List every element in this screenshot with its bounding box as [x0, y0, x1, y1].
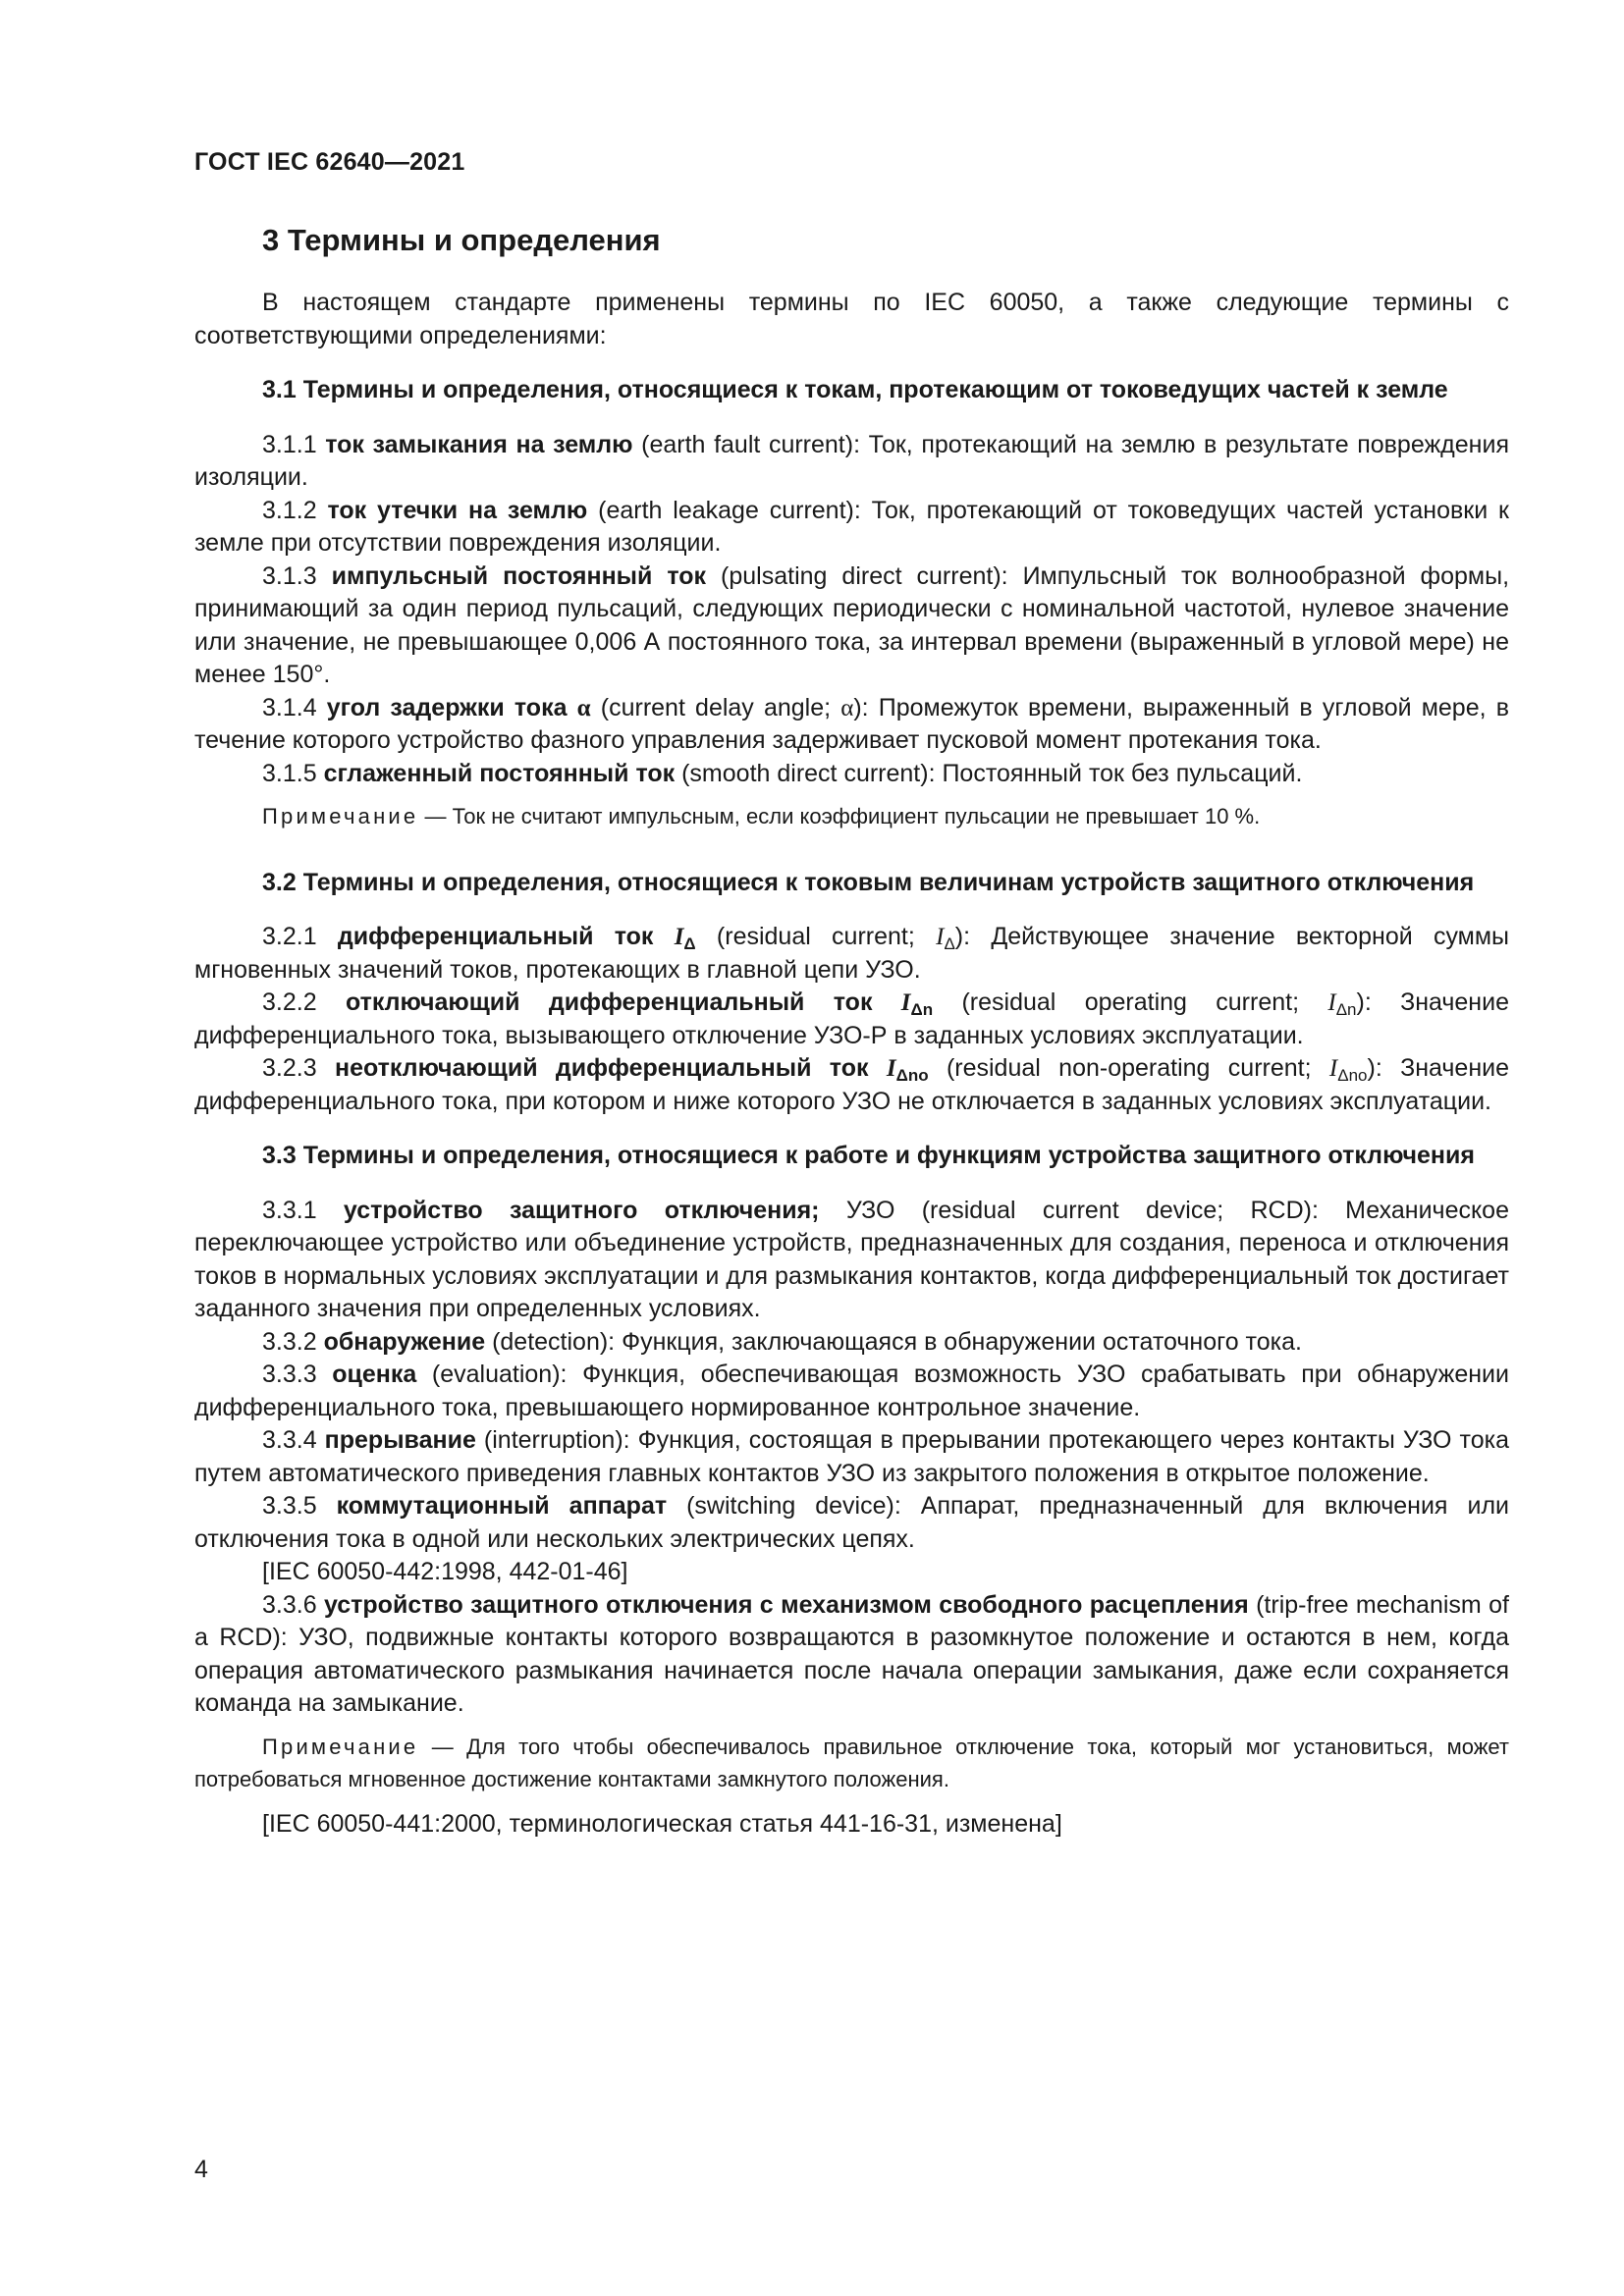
term-name: устройство защитного отключения;: [343, 1196, 820, 1224]
term-name: импульсный постоянный ток: [331, 561, 707, 590]
term-definition: (residual operating current;: [961, 988, 1300, 1016]
term-number: 3.1.2: [262, 496, 317, 524]
term-symbol: I: [674, 924, 684, 950]
term-number: 3.3.2: [262, 1327, 317, 1356]
term-3-1-2: [194, 495, 1509, 561]
term-3-2-1: [194, 921, 1509, 987]
term-3-1-1: [194, 429, 1509, 495]
term-3-3-3: [194, 1359, 1509, 1424]
term-symbol: I: [886, 1055, 896, 1082]
subsection-heading-3-2: 3.2 Термины и определения, относящиеся к токовым величинам устройств защитного отключения: [262, 868, 1475, 896]
term-number: 3.3.4: [262, 1426, 317, 1454]
term-symbol-inline: I: [1328, 1055, 1338, 1082]
term-definition: (earth fault current): Ток, протекающий на землю в результате повреждения изоляции.: [194, 430, 1509, 491]
term-number: 3.1.1: [262, 430, 317, 458]
term-definition: (earth leakage current): Ток, протекающий от токоведущих частей установки к земле при отсутствии повреждения изоляции.: [194, 496, 1509, 557]
note-text: — Ток не считают импульсным, если коэффициент пульсации не превышает 10 %.: [424, 804, 1261, 828]
term-symbol: α: [576, 694, 591, 721]
term-definition-cont: ): Действующее значение векторной суммы мгновенных значений токов, протекающих в главной цепи УЗО.: [194, 923, 1510, 984]
term-3-1-5: [194, 758, 1509, 791]
term-3-3-1: [194, 1195, 1509, 1326]
term-symbol-inline: I: [936, 924, 945, 950]
term-definition: (current delay angle;: [600, 693, 832, 721]
term-number: 3.3.1: [262, 1196, 317, 1224]
term-name: прерывание: [324, 1426, 476, 1454]
term-name: неотключающий дифференциальный ток: [334, 1054, 869, 1082]
term-number: 3.1.3: [262, 561, 317, 590]
subsection-heading-3-1: 3.1 Термины и определения, относящиеся к токам, протекающим от токоведущих частей к земле: [262, 376, 1448, 403]
term-3-1-4: [194, 692, 1509, 758]
term-symbol-inline-subscript: Δn: [1335, 1000, 1357, 1019]
term-name: ток замыкания на землю: [325, 430, 633, 458]
term-3-3-5-reference: [IEC 60050-442:1998, 442-01-46]: [262, 1558, 628, 1585]
term-number: 3.3.5: [262, 1492, 317, 1520]
term-symbol-subscript: Δn: [910, 1000, 934, 1019]
term-symbol-subscript: Δno: [895, 1066, 929, 1085]
term-definition: (evaluation): Функция, обеспечивающая возможность УЗО срабатывать при обнаружении дифференциального тока, превышающего нормированное контрольное значение.: [194, 1361, 1509, 1421]
term-definition: (interruption): Функция, состоящая в прерывании протекающего через контакты УЗО тока путем автоматического приведения главных контактов УЗО из закрытого положения в открытое положение.: [194, 1426, 1509, 1487]
term-number: 3.1.5: [262, 759, 317, 787]
term-symbol-inline-subscript: Δ: [944, 934, 955, 953]
term-name: угол задержки тока: [326, 693, 568, 721]
term-number: 3.2.3: [262, 1054, 317, 1082]
term-definition: УЗО (residual current device; RCD): Механическое переключающее устройство или объединение устройств, предназначенных для создания, переноса и отключения токов в нормальных условиях эксплуатации и для размыкания контактов, когда дифференциальный ток достигает заданного значения при определенных условиях.: [194, 1196, 1509, 1322]
term-3-3-2: [194, 1326, 1509, 1360]
term-3-3-4: [194, 1424, 1509, 1490]
term-definition: (detection): Функция, заключающаяся в обнаружении остаточного тока.: [492, 1327, 1302, 1356]
term-name: устройство защитного отключения с механизмом свободного расцепления: [323, 1590, 1249, 1619]
term-name: сглаженный постоянный ток: [323, 759, 676, 787]
section-intro: В настоящем стандарте применены термины по IEC 60050, а также следующие термины с соответствующими определениями:: [194, 289, 1509, 349]
term-definition: (trip-free mechanism of a RCD): УЗО, подвижные контакты которого возвращаются в разомкнутое положение и остаются в нем, когда операция автоматического размыкания начинается после начала операции замыкания, даже если сохраняется команда на замыкание.: [194, 1590, 1509, 1717]
note-text: — Для того чтобы обеспечивалось правильное отключение тока, который мог установиться, может потребоваться мгновенное достижение контактами замкнутого положения.: [194, 1734, 1509, 1791]
term-definition: (pulsating direct current): Импульсный ток волнообразной формы, принимающий за один период пульсаций, следующих периодически с номинальной частотой, нулевое значение или значение, не превышающее 0,006 А постоянного тока, за интервал времени (выраженный в угловой мере) не менее 150°.: [194, 561, 1510, 688]
term-number: 3.3.6: [262, 1590, 317, 1619]
term-3-3-6: [194, 1589, 1509, 1721]
term-number: 3.1.4: [262, 693, 317, 721]
term-definition: (smooth direct current): Постоянный ток без пульсаций.: [681, 759, 1303, 787]
term-definition: (switching device): Аппарат, предназначенный для включения или отключения тока в одной или нескольких электрических цепях.: [194, 1492, 1509, 1553]
term-symbol-subscript: Δ: [683, 934, 696, 953]
term-number: 3.3.3: [262, 1361, 317, 1388]
note-3-1: [194, 800, 1509, 833]
note-label: Примечание: [262, 804, 419, 828]
note-3-3-6: [194, 1731, 1509, 1796]
term-symbol-inline: I: [1327, 989, 1336, 1016]
term-name: коммутационный аппарат: [336, 1492, 668, 1520]
term-symbol-inline: α: [840, 694, 854, 721]
term-symbol: I: [900, 989, 911, 1016]
subsection-heading-3-3: 3.3 Термины и определения, относящиеся к работе и функциям устройства защитного отключения: [262, 1142, 1475, 1169]
term-definition-cont: ): Промежуток времени, выраженный в угловой мере, в течение которого устройство фазного управления задерживает пусковой момент протекания тока.: [194, 693, 1509, 754]
term-definition-cont: ): Значение дифференциального тока, вызывающего отключение УЗО-Р в заданных условиях эксплуатации.: [194, 988, 1509, 1049]
document-header: ГОСТ IEC 62640—2021: [194, 148, 465, 176]
term-3-3-5: [194, 1490, 1509, 1556]
term-3-2-2: [194, 987, 1509, 1052]
term-symbol-inline-subscript: Δno: [1337, 1066, 1368, 1085]
term-name: ток утечки на землю: [327, 496, 588, 524]
term-name: дифференциальный ток: [337, 923, 654, 950]
term-definition: (residual non-operating current;: [946, 1054, 1312, 1082]
term-number: 3.2.2: [262, 988, 317, 1016]
note-label: Примечание: [262, 1734, 419, 1759]
section-title: 3 Термины и определения: [262, 223, 661, 257]
term-definition: (residual current;: [716, 923, 915, 950]
term-name: отключающий дифференциальный ток: [345, 988, 873, 1016]
page-number: 4: [194, 2156, 208, 2183]
term-3-1-3: [194, 561, 1509, 692]
term-3-3-6-reference: [IEC 60050-441:2000, терминологическая статья 441-16-31, изменена]: [262, 1809, 1062, 1838]
term-number: 3.2.1: [262, 923, 317, 950]
document-body: [194, 221, 1509, 1841]
term-name: обнаружение: [323, 1327, 486, 1356]
term-name: оценка: [332, 1361, 417, 1388]
term-definition-cont: ): Значение дифференциального тока, при котором и ниже которого УЗО не отключается в заданных условиях эксплуатации.: [194, 1054, 1509, 1115]
term-3-2-3: [194, 1052, 1509, 1118]
